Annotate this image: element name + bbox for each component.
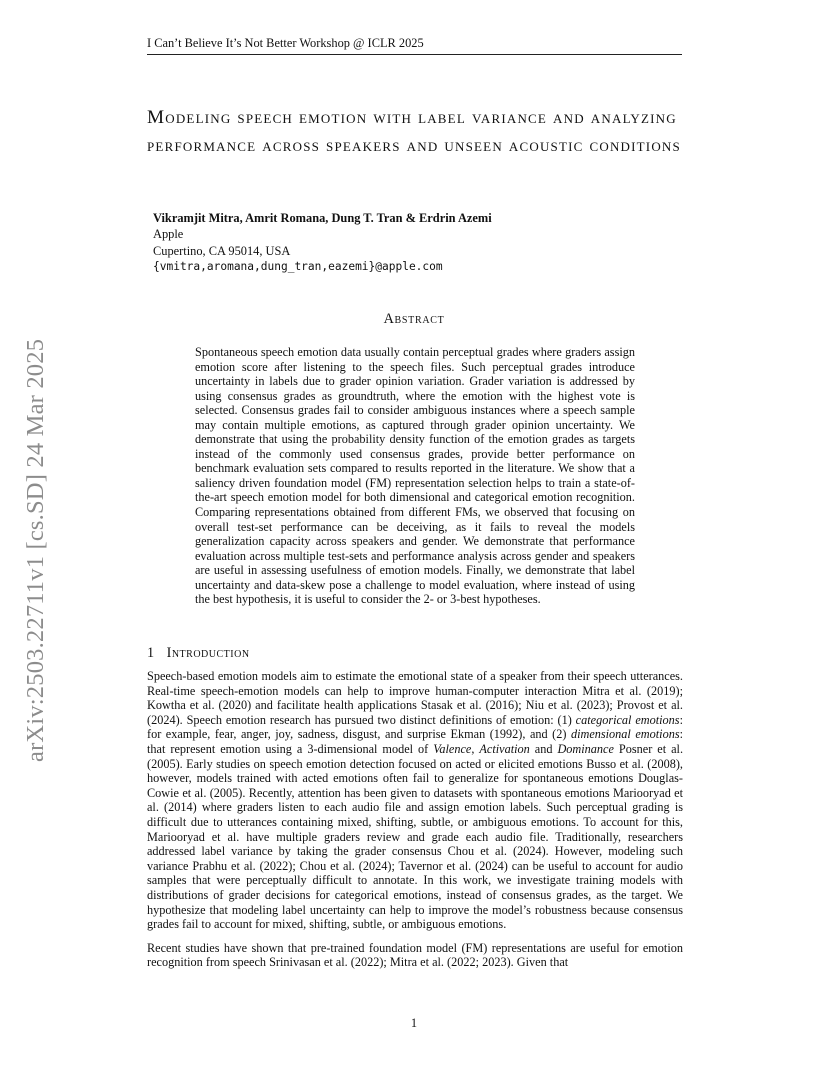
emphasis: Activation — [479, 741, 530, 756]
author-names: Vikramjit Mitra, Amrit Romana, Dung T. Tran & Erdrin Azemi — [153, 211, 492, 225]
abstract-body: Spontaneous speech emotion data usually contain perceptual grades where graders assign emotion score after listening to the speech files. Such perceptual grades introduce uncertainty in labels due to grader opinion variation. Grader variation is addressed by using consensus grades as groundtruth, where the emotion with the highest vote is selected. Consensus grades fail to consider ambiguous instances where a speech sample may contain multiple emotions, as captured through grader opinion uncertainty. We demonstrate that using the probability density function of the emotion grades as targets instead of the commonly used consensus grades, provide better performance on benchmark evaluation sets compared to results reported in the literature. We show that a saliency driven foundation model (FM) representation selection helps to train a state-of-the-art speech emotion model for both dimensional and categorical emotion recognition. Comparing representations obtained from different FMs, we observed that focusing on overall test-set performance can be deceiving, as it fails to reveal the models generalization capacity across speakers and gender. We demonstrate that performance evaluation across multiple test-sets and performance analysis across gender and speakers are useful in assessing usefulness of emotion models. Finally, we demonstrate that label uncertainty and data-skew pose a challenge to model evaluation, where instead of using the best hypothesis, it is useful to consider the 2- or 3-best hypotheses. — [195, 345, 635, 607]
emphasis: Dominance — [557, 741, 614, 756]
section-title: Introduction — [166, 645, 250, 661]
affiliation: Apple — [153, 227, 184, 242]
abstract-heading: Abstract — [383, 311, 445, 327]
author-block — [153, 210, 492, 276]
emphasis: Valence — [433, 741, 472, 756]
paragraph: Speech-based emotion models aim to estimate the emotional state of a speaker from their speech utterances. Real-time speech-emotion models can help to improve human-computer interaction Mitra et al. (2019); Kowtha et al. (2020) and facilitate health applications Stasak et al. (2016); Niu et al. (2023); Provost et al. (2024). Speech emotion research has pursued two distinct definitions of emotion: (1) categorical emotions: for example, fear, anger, joy, sadness, disgust, and surprise Ekman (1992), and (2) dimensional emotions: that represent emotion using a 3-dimensional model of Valence, Activation and Dominance Posner et al. (2005). Early studies on speech emotion detection focused on acted or elicited emotions Busso et al. (2008), however, models trained with acted emotions often fail to generalize for spontaneous emotions Douglas-Cowie et al. (2005). Recently, attention has been given to datasets with spontaneous emotions Mariooryad et al. (2014) where graders listen to each audio file and assign emotion labels. Such perceptual grading is difficult due to utterances containing mixed, shifting, subtle, or ambiguous emotions. To account for this, Mariooryad et al. have multiple graders review and grade each audio file. Traditionally, researchers addressed label variance by taking the grader consensus Chou et al. (2024). However, modeling such variance Prabhu et al. (2022); Chou et al. (2024); Tavernor et al. (2024) can be useful to account for audio samples that were perceptually difficult to annotate. In this work, we investigate training models with distributions of grader decisions for categorical emotions, instead of consensus grades, as the target. We hypothesize that modeling label uncertainty can help to improve the model’s robustness because consensus grades fail to account for mixed, shifting, subtle, or ambiguous emotions. — [147, 669, 684, 932]
running-header: I Can’t Believe It’s Not Better Workshop @ ICLR 2025 — [147, 36, 682, 55]
paper-title: Modeling speech emotion with label variance and analyzing performance across speakers and unseen acoustic conditions — [147, 107, 681, 156]
page-number: 1 — [410, 1016, 418, 1030]
emphasis: dimensional emotions — [570, 727, 680, 742]
address: Cupertino, CA 95014, USA — [153, 243, 291, 258]
section-number: 1 — [147, 645, 155, 661]
section-heading-introduction — [147, 645, 250, 662]
paragraph: Recent studies have shown that pre-trained foundation model (FM) representations are useful for emotion recognition from speech Srinivasan et al. (2022); Mitra et al. (2022; 2023). Given that — [147, 940, 683, 970]
introduction-body — [147, 669, 683, 979]
arxiv-stamp: arXiv:2503.22711v1 [cs.SD] 24 Mar 2025 — [22, 338, 49, 762]
author-emails: {vmitra,aromana,dung_tran,eazemi}@apple.com — [153, 260, 443, 274]
emphasis: categorical emotions — [575, 712, 680, 727]
